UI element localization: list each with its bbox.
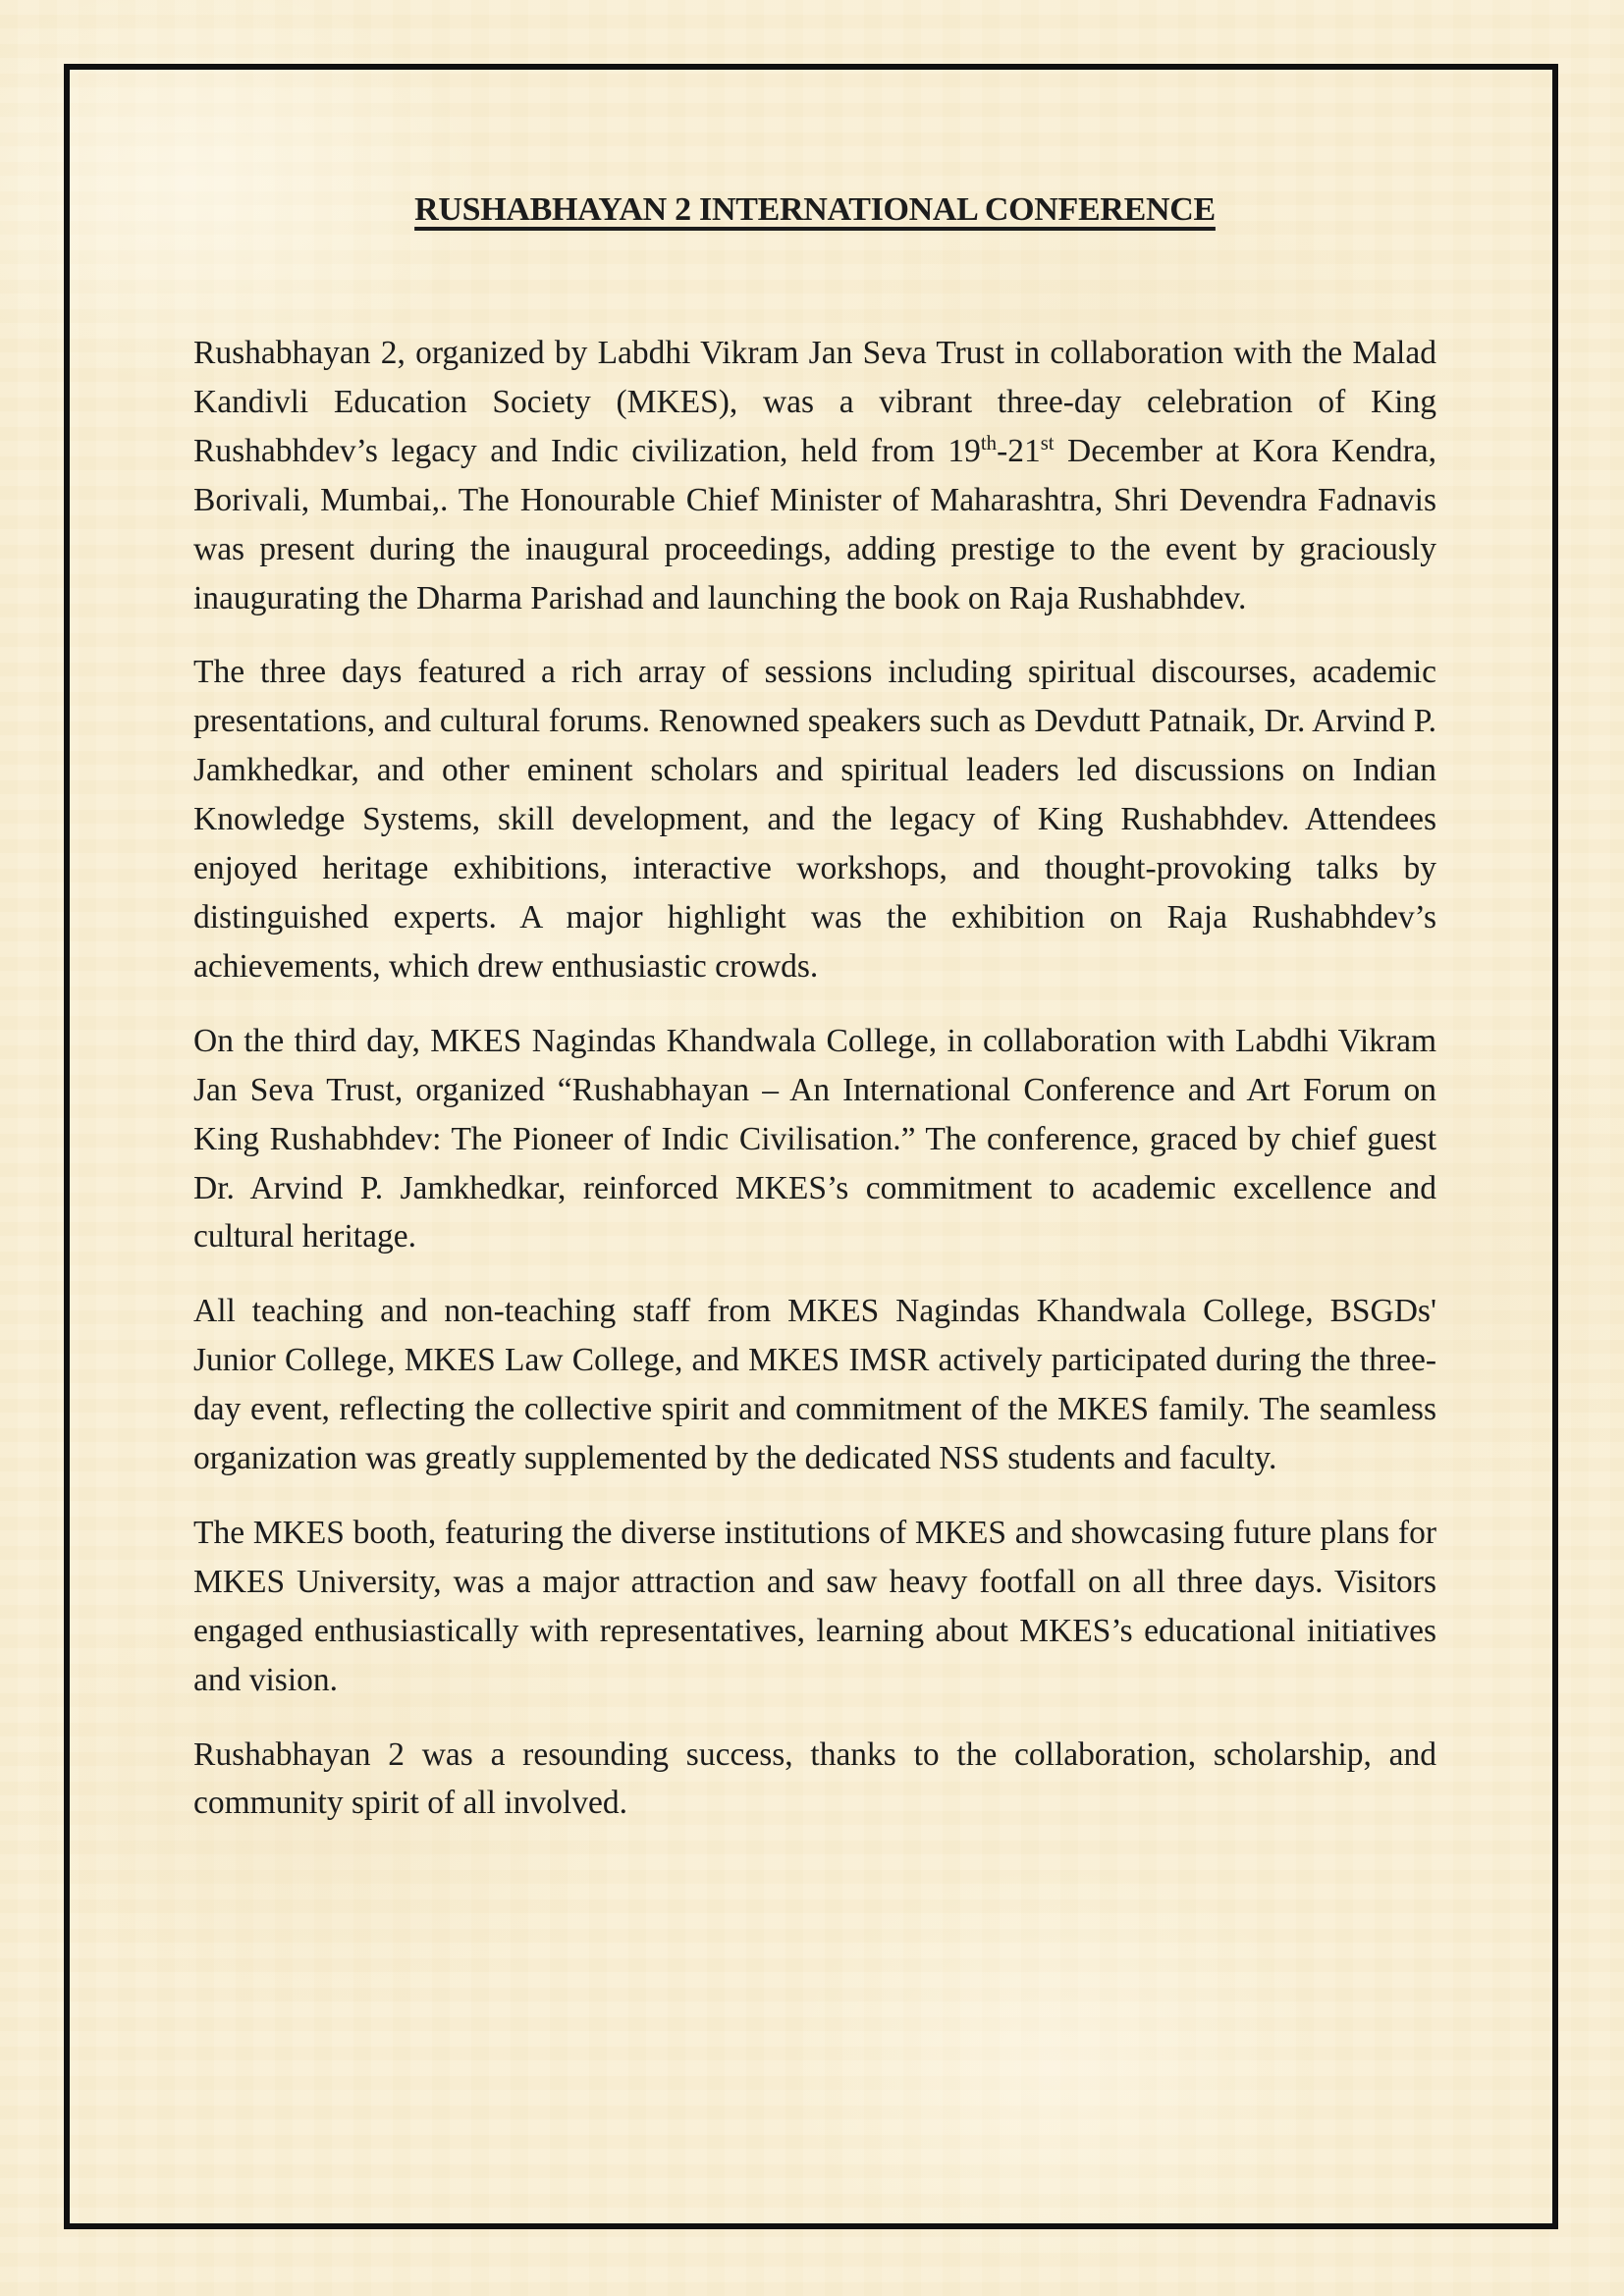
document-title-text: RUSHABHAYAN 2 INTERNATIONAL CONFERENCE xyxy=(414,191,1216,228)
paragraph-text: December at Kora Kendra, Borivali, Mumbai,. The Honourable Chief Minister of Maharashtra, Shri Devendra Fadnavis was present during the inaugural proceedings, adding prestige to the event by graciously inaugurating the Dharma Parishad and launching the book on Raja Rushabhdev. xyxy=(193,432,1436,616)
document-body xyxy=(193,329,1436,1828)
paragraph-text: All teaching and non-teaching staff from MKES Nagindas Khandwala College, BSGDs' Junior College, MKES Law College, and MKES IMSR actively participated during the three-day event, reflecting the collective spirit and commitment of the MKES family. The seamless organization was greatly supplemented by the dedicated NSS students and faculty. xyxy=(193,1293,1436,1477)
document-content xyxy=(70,70,1552,1828)
paragraph xyxy=(193,1509,1436,1705)
page-border-frame xyxy=(64,64,1558,2229)
paragraph-text: Rushabhayan 2 was a resounding success, thanks to the collaboration, scholarship, and community spirit of all involved. xyxy=(193,1735,1436,1822)
paragraph-text: Rushabhayan 2, organized by Labdhi Vikram Jan Seva Trust in collaboration with the Malad Kandivli Education Society (MKES), was a vibrant three-day celebration of King Rushabhdev’s legacy and Indic civilization, held from 19 xyxy=(193,335,1436,469)
document-title xyxy=(193,193,1436,227)
superscript-text: th xyxy=(980,431,998,454)
paragraph-text: -21 xyxy=(997,432,1041,469)
paragraph xyxy=(193,1287,1436,1483)
paragraph xyxy=(193,1017,1436,1262)
paragraph xyxy=(193,1731,1436,1829)
paragraph-text: The three days featured a rich array of sessions including spiritual discourses, academic presentations, and cultural forums. Renowned speakers such as Devdutt Patnaik, Dr. Arvind P. Jamkhedkar, and other eminent scholars and spiritual leaders led discussions on Indian Knowledge Systems, skill development, and the legacy of King Rushabhdev. Attendees enjoyed heritage exhibitions, interactive workshops, and thought-provoking talks by distinguished experts. A major highlight was the exhibition on Raja Rushabhdev’s achievements, which drew enthusiastic crowds. xyxy=(193,654,1436,985)
paragraph xyxy=(193,329,1436,622)
paragraph-text: On the third day, MKES Nagindas Khandwala College, in collaboration with Labdhi Vikram Jan Seva Trust, organized “Rushabhayan – An International Conference and Art Forum on King Rushabhdev: The Pioneer of Indic Civilisation.” The conference, graced by chief guest Dr. Arvind P. Jamkhedkar, reinforced MKES’s commitment to academic excellence and cultural heritage. xyxy=(193,1022,1436,1255)
paragraph xyxy=(193,648,1436,990)
superscript-text: st xyxy=(1040,431,1055,454)
paragraph-text: The MKES booth, featuring the diverse institutions of MKES and showcasing future plans for MKES University, was a major attraction and saw heavy footfall on all three days. Visitors engaged enthusiastically with representatives, learning about MKES’s educational initiatives and vision. xyxy=(193,1514,1436,1698)
